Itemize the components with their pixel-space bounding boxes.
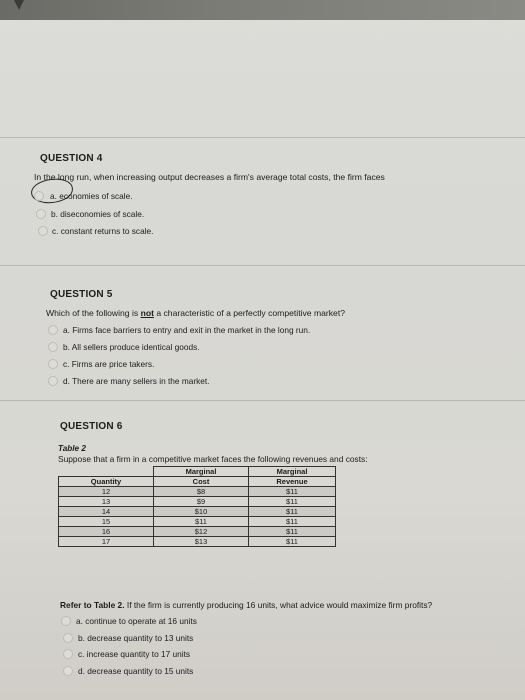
- question-5-heading: QUESTION 5: [50, 289, 113, 300]
- radio-q6-b[interactable]: [63, 633, 73, 643]
- table-cell: $11: [249, 537, 336, 547]
- radio-q5-c[interactable]: [48, 359, 58, 369]
- table-cell: $11: [249, 487, 336, 497]
- question-6-prompt: [60, 600, 432, 610]
- stem-text: Which of the following is: [46, 308, 141, 318]
- table-row: [59, 497, 336, 507]
- table-header-cell: [59, 467, 154, 477]
- q5-option-c[interactable]: c. Firms are price takers.: [63, 359, 155, 369]
- radio-q6-c[interactable]: [63, 649, 73, 659]
- table-cell: $11: [249, 497, 336, 507]
- table-header-cell: Quantity: [59, 477, 154, 487]
- table-cell: $11: [154, 517, 249, 527]
- q6-option-c[interactable]: c. increase quantity to 17 units: [78, 649, 191, 659]
- table-cell: $11: [249, 507, 336, 517]
- divider: [0, 400, 525, 401]
- q6-option-d[interactable]: d. decrease quantity to 15 units: [78, 666, 194, 676]
- q6-option-b[interactable]: b. decrease quantity to 13 units: [78, 633, 194, 643]
- table-header-cell: Cost: [154, 477, 249, 487]
- radio-q4-b[interactable]: [36, 209, 46, 219]
- revenue-cost-table: [58, 466, 336, 547]
- prompt-emphasis: Refer to Table 2.: [60, 600, 125, 610]
- table-row: [59, 517, 336, 527]
- prompt-text: If the firm is currently producing 16 units, what advice would maximize firm profits?: [124, 600, 433, 610]
- table-row: [59, 537, 336, 547]
- table-row: [59, 527, 336, 537]
- table-cell: $11: [249, 527, 336, 537]
- question-4-heading: QUESTION 4: [40, 153, 103, 164]
- q6-option-a[interactable]: a. continue to operate at 16 units: [76, 616, 197, 626]
- top-edge-bar: [0, 0, 525, 20]
- question-4-stem: In the long run, when increasing output decreases a firm's average total costs, the firm faces: [34, 172, 385, 182]
- table-cell: 13: [59, 497, 154, 507]
- question-5-stem: [46, 308, 345, 318]
- stem-text: a characteristic of a perfectly competitive market?: [153, 308, 346, 318]
- radio-q5-d[interactable]: [48, 376, 58, 386]
- radio-q6-a[interactable]: [61, 616, 71, 626]
- table-cell: 15: [59, 517, 154, 527]
- table-row: [59, 487, 336, 497]
- radio-q4-a[interactable]: [34, 191, 44, 201]
- divider: [0, 137, 525, 138]
- q4-option-b[interactable]: b. diseconomies of scale.: [51, 209, 145, 219]
- table-title: Table 2: [58, 444, 86, 453]
- q4-option-a[interactable]: a. economies of scale.: [50, 191, 133, 201]
- table-intro: Suppose that a firm in a competitive market faces the following revenues and costs:: [58, 454, 368, 464]
- q5-option-b[interactable]: b. All sellers produce identical goods.: [63, 342, 200, 352]
- question-6-heading: QUESTION 6: [60, 421, 123, 432]
- table-cell: $9: [154, 497, 249, 507]
- table-cell: 12: [59, 487, 154, 497]
- q5-option-a[interactable]: a. Firms face barriers to entry and exit in the market in the long run.: [63, 325, 311, 335]
- table-cell: $10: [154, 507, 249, 517]
- table-header-cell: Marginal: [249, 467, 336, 477]
- table-cell: $11: [249, 517, 336, 527]
- table-header-cell: Revenue: [249, 477, 336, 487]
- table-header-cell: Marginal: [154, 467, 249, 477]
- table-cell: 14: [59, 507, 154, 517]
- radio-q5-b[interactable]: [48, 342, 58, 352]
- table-cell: $13: [154, 537, 249, 547]
- table-cell: 17: [59, 537, 154, 547]
- radio-q5-a[interactable]: [48, 325, 58, 335]
- radio-q6-d[interactable]: [63, 666, 73, 676]
- stem-emphasis: not: [140, 308, 154, 318]
- divider: [0, 265, 525, 266]
- radio-q4-c[interactable]: [38, 226, 48, 236]
- corner-marker: [14, 0, 24, 10]
- table-cell: $8: [154, 487, 249, 497]
- table-cell: $12: [154, 527, 249, 537]
- q5-option-d[interactable]: d. There are many sellers in the market.: [63, 376, 210, 386]
- q4-option-c[interactable]: c. constant returns to scale.: [52, 226, 154, 236]
- table-cell: 16: [59, 527, 154, 537]
- table-row: [59, 507, 336, 517]
